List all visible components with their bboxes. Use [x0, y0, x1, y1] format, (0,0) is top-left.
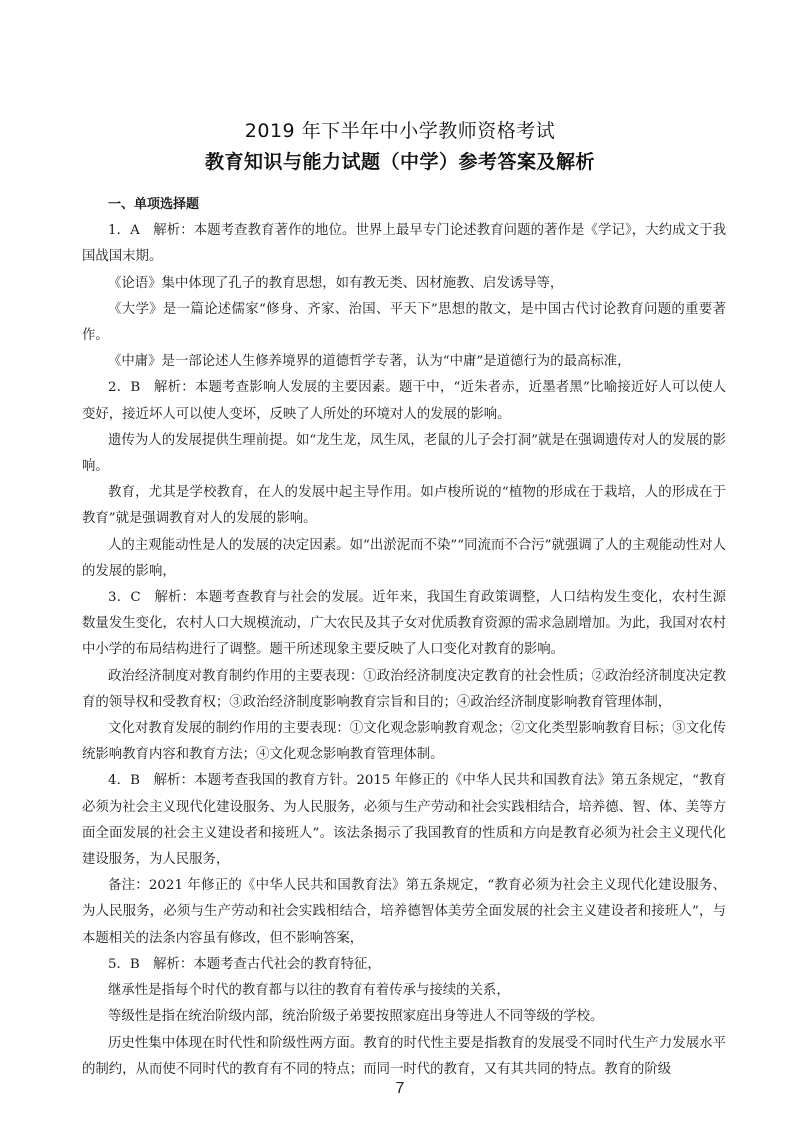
paragraph: 4．B 解析：本题考查我国的教育方针。2015 年修正的《中华人民共和国教育法》第五条规定，“教育必须为社会主义现代化建设服务、为人民服务，必须与生产劳动和社会实践相结合，培养德、智、体、美等方面全面发展的社会主义建设者和接班人”。该法条揭示了我国教育的性质和方向是教育必须为社会主义现代化建设服务，为人民服务，: [82, 773, 726, 868]
paragraph: 2．B 解析：本题考查影响人发展的主要因素。题干中，“近朱者赤，近墨者黑”比喻接近好人可以使人变好，接近坏人可以使人变坏，反映了人所处的环境对人的发展的影响。: [82, 380, 726, 422]
paragraph: 《大学》是一篇论述儒家“修身、齐家、治国、平天下”思想的散文，是中国古代讨论教育问题的重要著作。: [82, 301, 726, 344]
paragraph: 遗传为人的发展提供生理前提。如“龙生龙，凤生凤，老鼠的儿子会打洞”就是在强调遗传对人的发展的影响。: [82, 432, 726, 475]
document-title-line1: 2019 年下半年中小学教师资格考试: [244, 120, 556, 142]
paragraph: 历史性集中体现在时代性和阶级性两方面。教育的时代性主要是指教育的发展受不同时代生产力发展水平的制约，从而使不同时代的教育有不同的特点；而同一时代的教育，又有其共同的特点。教育的阶级: [82, 1035, 726, 1077]
paragraph: 继承性是指每个时代的教育都与以往的教育有着传承与接续的关系，: [108, 983, 510, 999]
document-title-line2: 教育知识与能力试题（中学）参考答案及解析: [204, 151, 595, 173]
paragraph: 人的主观能动性是人的发展的决定因素。如“出淤泥而不染”“同流而不合污”就强调了人的主观能动性对人的发展的影响，: [82, 537, 726, 579]
paragraph: 《论语》集中体现了孔子的教育思想，如有教无类、因材施教、启发诱导等，: [108, 275, 564, 291]
document-body: [82, 192, 726, 1083]
paragraph: 备注：2021 年修正的《中华人民共和国教育法》第五条规定，“教育必须为社会主义现代化建设服务、为人民服务，必须与生产劳动和社会实践相结合，培养德智体美劳全面发展的社会主义建设者和接班人”，与本题相关的法条内容虽有修改，但不影响答案，: [82, 878, 726, 946]
section-heading: 一、单项选择题: [108, 197, 200, 212]
paragraph: 1．A 解析：本题考查教育著作的地位。世界上最早专门论述教育问题的著作是《学记》，大约成文于我国战国末期。: [82, 223, 726, 265]
paragraph: 文化对教育发展的制约作用的主要表现：①文化观念影响教育观念；②文化类型影响教育目标；③文化传统影响教育内容和教育方法；④文化观念影响教育管理体制。: [82, 721, 726, 763]
paragraph: 《中庸》是一部论述人生修养境界的道德哲学专著，认为“中庸”是道德行为的最高标准，: [108, 354, 631, 370]
paragraph: 等级性是指在统治阶级内部，统治阶级子弟要按照家庭出身等进人不同等级的学校。: [108, 1009, 604, 1025]
paragraph: 5．B 解析：本题考查古代社会的教育特征，: [108, 956, 381, 972]
paragraph: 教育，尤其是学校教育，在人的发展中起主导作用。如卢梭所说的“植物的形成在于栽培，人的形成在于教育”就是强调教育对人的发展的影响。: [82, 485, 726, 527]
page-number: 7: [395, 1080, 405, 1097]
paragraph: 3．C 解析：本题考查教育与社会的发展。近年来，我国生育政策调整，人口结构发生变化，农村生源数量发生变化，农村人口大规模流动，广大农民及其子女对优质教育资源的需求急剧增加。为此，我国对农村中小学的布局结构进行了调整。题干所述现象主要反映了人口变化对教育的影响。: [82, 590, 726, 658]
paragraph: 政治经济制度对教育制约作用的主要表现：①政治经济制度决定教育的社会性质；②政治经济制度决定教育的领导权和受教育权；③政治经济制度影响教育宗旨和目的；④政治经济制度影响教育管理体制，: [82, 668, 726, 710]
